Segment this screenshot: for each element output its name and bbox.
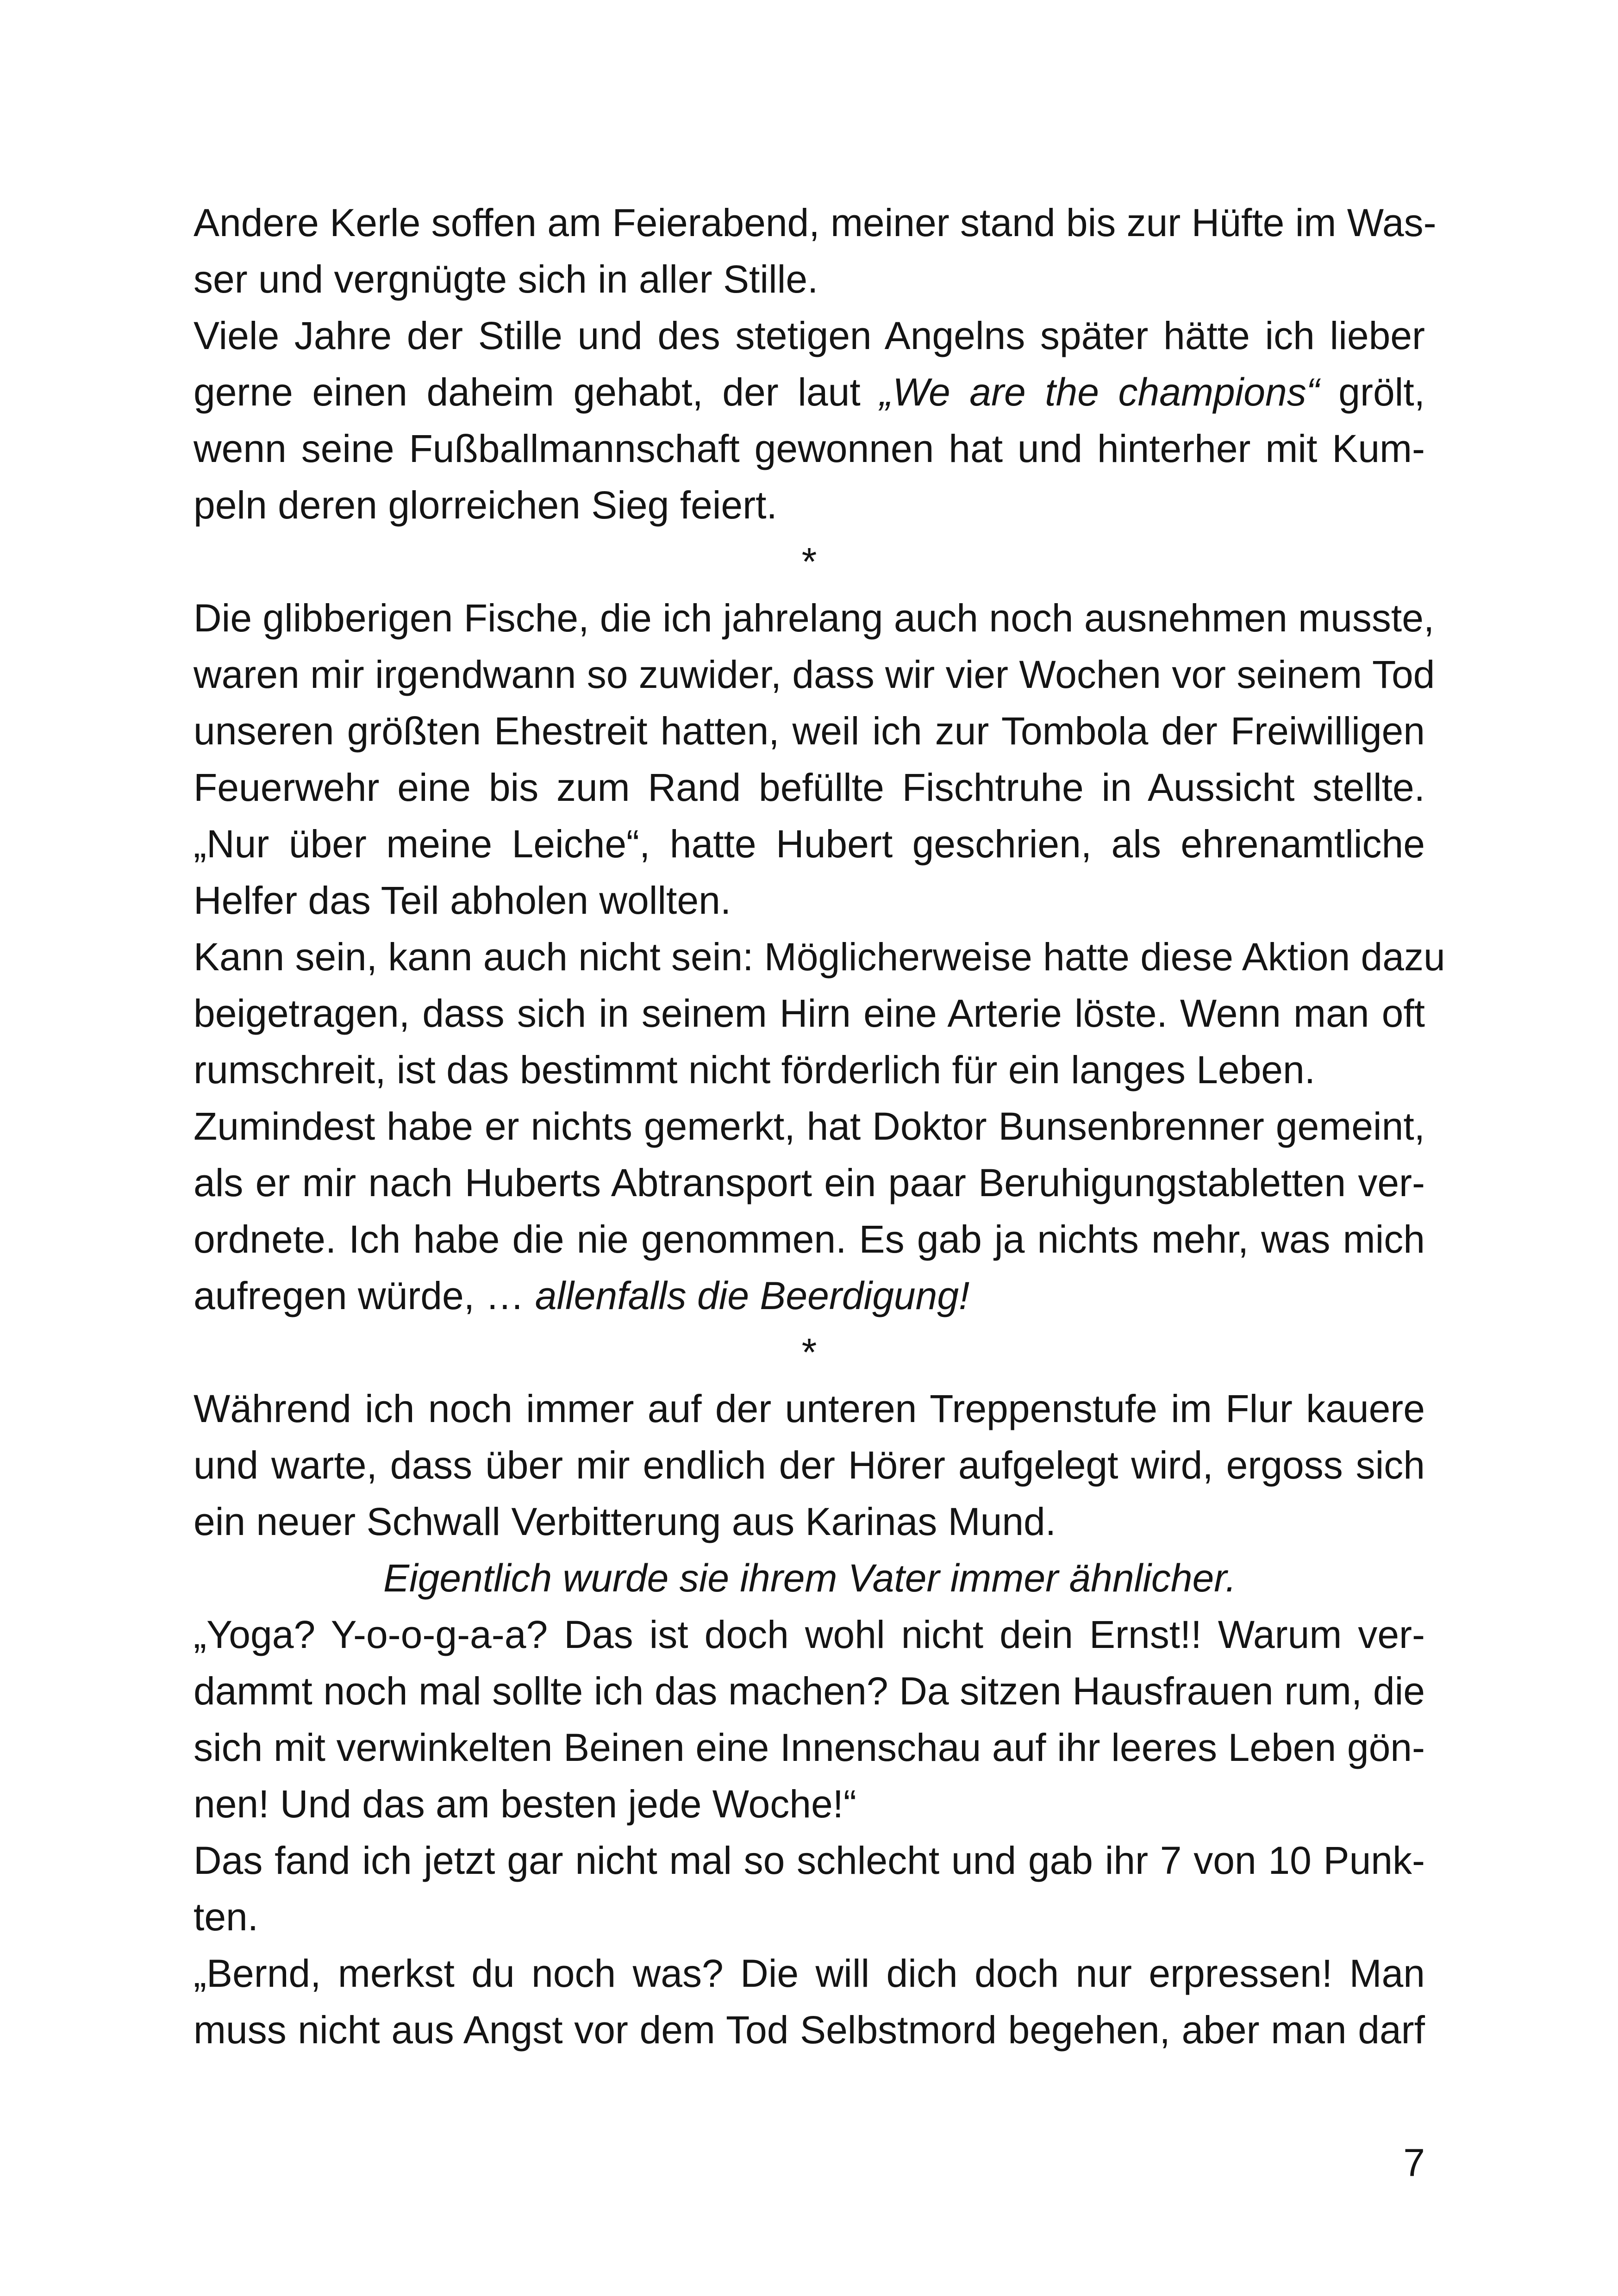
italic-phrase: allenfalls die Beerdigung!: [535, 1274, 970, 1317]
text-segment: grölt,: [1319, 370, 1425, 414]
text-line: [194, 364, 1425, 420]
text-line: Zumindest habe er nichts gemerkt, hat Doktor Bunsenbrenner gemeint,: [194, 1104, 1425, 1148]
text-line: beigetragen, dass sich in seinem Hirn eine Arterie löste. Wenn man oft: [194, 992, 1425, 1035]
text-line: ein neuer Schwall Verbitterung aus Karinas Mund.: [194, 1500, 1056, 1543]
text-line: Helfer das Teil abholen wollten.: [194, 879, 731, 922]
text-line: ser und vergnügte sich in aller Stille.: [194, 257, 818, 301]
text-line: sich mit verwinkelten Beinen eine Innenschau auf ihr leeres Leben gön-: [194, 1726, 1425, 1769]
text-line: rumschreit, ist das bestimmt nicht förderlich für ein langes Leben.: [194, 1048, 1316, 1092]
text-line: Andere Kerle soffen am Feierabend, meiner stand bis zur Hüfte im Was-: [194, 201, 1437, 244]
text-line: Viele Jahre der Stille und des stetigen Angelns später hätte ich lieber: [194, 314, 1425, 357]
text-line: als er mir nach Huberts Abtransport ein paar Beruhigungstabletten ver-: [194, 1161, 1425, 1204]
text-line: waren mir irgendwann so zuwider, dass wir vier Wochen vor seinem Tod: [194, 653, 1435, 696]
text-line: dammt noch mal sollte ich das machen? Da sitzen Hausfrauen rum, die: [194, 1669, 1425, 1713]
song-title: „We are the champions“: [880, 370, 1319, 414]
text-line: „Bernd, merkst du noch was? Die will dich doch nur erpressen! Man: [194, 1952, 1425, 1995]
text-line: Feuerwehr eine bis zum Rand befüllte Fischtruhe in Aussicht stellte.: [194, 766, 1425, 809]
text-line: nen! Und das am besten jede Woche!“: [194, 1782, 856, 1826]
italic-thought: Eigentlich wurde sie ihrem Vater immer ähnlicher.: [383, 1556, 1237, 1600]
text-line: Kann sein, kann auch nicht sein: Möglicherweise hatte diese Aktion dazu: [194, 935, 1445, 979]
text-line: Das fand ich jetzt gar nicht mal so schlecht und gab ihr 7 von 10 Punk-: [194, 1839, 1425, 1882]
text-line: peln deren glorreichen Sieg feiert.: [194, 483, 777, 527]
text-line: ten.: [194, 1895, 259, 1939]
text-line: muss nicht aus Angst vor dem Tod Selbstmord begehen, aber man darf: [194, 2008, 1425, 2052]
text-line: unseren größten Ehestreit hatten, weil ich zur Tombola der Freiwilligen: [194, 709, 1425, 753]
text-line: Während ich noch immer auf der unteren Treppenstufe im Flur kauere: [194, 1387, 1425, 1430]
text-segment: gerne einen daheim gehabt, der laut: [194, 370, 880, 414]
text-line: „Yoga? Y-o-o-g-a-a? Das ist doch wohl nicht dein Ernst!! Warum ver-: [194, 1613, 1425, 1656]
section-separator: *: [801, 1330, 817, 1374]
text-line: [194, 1267, 1425, 1324]
body-text: [194, 194, 1445, 2058]
italic-thought-line: [194, 1550, 1425, 1606]
text-line: wenn seine Fußballmannschaft gewonnen hat und hinterher mit Kum-: [194, 427, 1425, 470]
page-number: 7: [1403, 2141, 1425, 2184]
text-line: Die glibberigen Fische, die ich jahrelang auch noch ausnehmen musste,: [194, 596, 1435, 640]
text-line: „Nur über meine Leiche“, hatte Hubert geschrien, als ehrenamtliche: [194, 822, 1425, 866]
section-separator: *: [801, 540, 817, 583]
text-line: und warte, dass über mir endlich der Hörer aufgelegt wird, ergoss sich: [194, 1443, 1425, 1487]
text-segment: aufregen würde, …: [194, 1274, 535, 1317]
text-line: ordnete. Ich habe die nie genommen. Es gab ja nichts mehr, was mich: [194, 1217, 1425, 1261]
